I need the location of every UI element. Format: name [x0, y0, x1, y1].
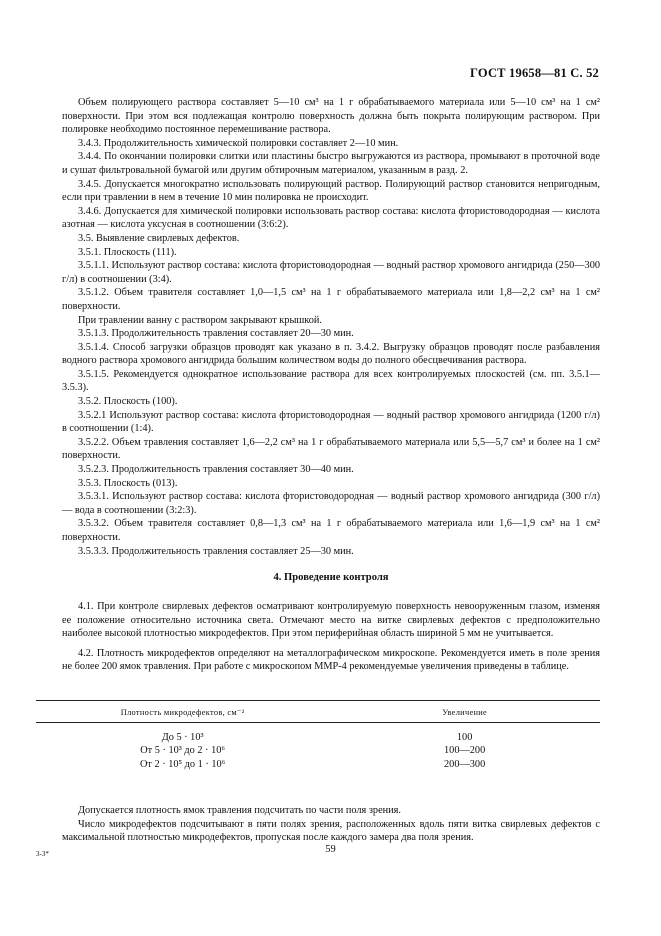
- table-header-row: [36, 701, 600, 723]
- paragraph: 3.5. Выявление свирлевых дефектов.: [78, 232, 240, 244]
- table-header-density: Плотность микродефектов, см⁻²: [36, 701, 329, 723]
- magnification-table: [36, 701, 600, 771]
- paragraph: 3.4.5. Допускается многократно использовать полирующий раствор. Полирующий раствор становится непригодным, если при травлении в нем в течение 10 мин полировка не происходит.: [62, 178, 600, 204]
- page-header: ГОСТ 19658—81 С. 52: [470, 66, 599, 80]
- text-block-2: [62, 600, 600, 674]
- paragraph: 3.5.3. Плоскость (013).: [78, 477, 178, 489]
- text-block-1: [62, 96, 600, 558]
- paragraph: 3.4.4. По окончании полировки слитки или пластины быстро выгружаются из раствора, промывают в проточной воде и сушат фильтровальной бумагой или другим обтирочным материалом, указанным в разд. 2.: [62, 151, 600, 176]
- table-row: [36, 744, 600, 757]
- paragraph: 3.5.2.2. Объем травления составляет 1,6—2,2 см³ на 1 г обрабатываемого материала или 5,5—5,7 см³ и более на 1 см² поверхности.: [62, 436, 600, 462]
- paragraph: Объем полирующего раствора составляет 5—10 см³ на 1 г обрабатываемого материала или 5—10 см³ на 1 см² поверхности. При этом вся подлежащая контролю поверхность должна быть покрыта полирующим раствором. При полировке необходимо постоянное перемешивание раствора.: [62, 97, 600, 136]
- magnification-table-wrap: [36, 700, 600, 771]
- page-number: 59: [325, 844, 336, 855]
- table-row: [36, 758, 600, 771]
- paragraph: 3.5.3.3. Продолжительность травления составляет 25—30 мин.: [78, 545, 354, 557]
- paragraph: 4.1. При контроле свирлевых дефектов осматривают контролируемую поверхность невооруженным глазом, изменяя ее положение относительно источника света. Отмечают место на витке свирлевых дефектов с предположительно наиболее высокой плотностью микродефектов. При этом периферийная область шириной 5 мм не учитывается.: [62, 601, 600, 640]
- paragraph: 3.5.1.4. Способ загрузки образцов проводят как указано в п. 3.4.2. Выгрузку образцов проводят после разбавления водного раствора хромового ангидрида большим количеством воды до полного обесцвечивания раствора.: [62, 341, 600, 367]
- paragraph: 3.5.3.2. Объем травителя составляет 0,8—1,3 см³ на 1 г обрабатываемого материала или 1,6—1,9 см³ на 1 см² поверхности.: [62, 518, 600, 543]
- table-cell: От 5 · 10³ до 2 · 10⁶: [140, 745, 226, 757]
- paragraph: 3.5.1.5. Рекомендуется однократное использование раствора для всех контролируемых плоскостей (см. пп. 3.5.1—3.5.3).: [62, 368, 600, 394]
- table-header-magnification: Увеличение: [329, 701, 600, 723]
- section-4: [62, 572, 600, 583]
- table-cell: 100: [456, 732, 473, 743]
- paragraph: Число микродефектов подсчитывают в пяти полях зрения, расположенных вдоль пяти витка свирлевых дефектов с максимальной плотностью микродефектов, пропуская после каждого замера два поля зрения.: [62, 818, 600, 844]
- paragraph: 3.4.3. Продолжительность химической полировки составляет 2—10 мин.: [78, 137, 399, 149]
- table-cell: От 2 · 10⁵ до 1 · 10⁶: [139, 758, 226, 770]
- paragraph: 3.5.2. Плоскость (100).: [78, 396, 178, 408]
- paragraph: 3.5.1.3. Продолжительность травления составляет 20—30 мин.: [78, 328, 354, 340]
- paragraph: 3.5.1.2. Объем травителя составляет 1,0—1,5 см³ на 1 г обрабатываемого материала или 1,8—2,2 см³ на 1 см² поверхности.: [62, 287, 600, 312]
- paragraph: 3.5.2.3. Продолжительность травления составляет 30—40 мин.: [78, 464, 354, 476]
- table-cell: 100—200: [444, 745, 486, 757]
- table-cell: 200—300: [444, 758, 486, 770]
- paragraph: 3.4.6. Допускается для химической полировки использовать раствор состава: кислота фтористоводородная — кислота азотная — кислота уксусная в соотношении (3:6:2).: [62, 205, 600, 231]
- section-title: 4. Проведение контроля: [273, 572, 389, 583]
- paragraph: 4.2. Плотность микродефектов определяют на металлографическом микроскопе. Рекомендуется иметь в поле зрения не более 200 ямок травления. При работе с микроскопом ММР-4 рекомендуемые увеличения приведены в таблице.: [62, 647, 600, 673]
- text-block-3: [62, 804, 600, 845]
- footer-mark: 3-3*: [36, 850, 49, 858]
- paragraph: 3.5.3.1. Используют раствор состава: кислота фтористоводородная — водный раствор хромового ангидрида (300 г/л) — вода в соотношении (3:2:3).: [62, 491, 600, 516]
- paragraph: Допускается плотность ямок травления подсчитать по части поля зрения.: [78, 805, 401, 816]
- paragraph: 3.5.1. Плоскость (111).: [78, 246, 177, 258]
- paragraph: При травлении ванну с раствором закрывают крышкой.: [78, 314, 323, 326]
- paragraph: 3.5.2.1 Используют раствор состава: кислота фтористоводородная — водный раствор хромового ангидрида (1200 г/л) в соотношении (1:4).: [62, 409, 600, 435]
- table-cell: До 5 · 10³: [161, 732, 204, 743]
- table-row: [36, 731, 600, 744]
- paragraph: 3.5.1.1. Используют раствор состава: кислота фтористоводородная — водный раствор хромового ангидрида (250—300 г/л) в соотношении (3:4).: [62, 260, 600, 285]
